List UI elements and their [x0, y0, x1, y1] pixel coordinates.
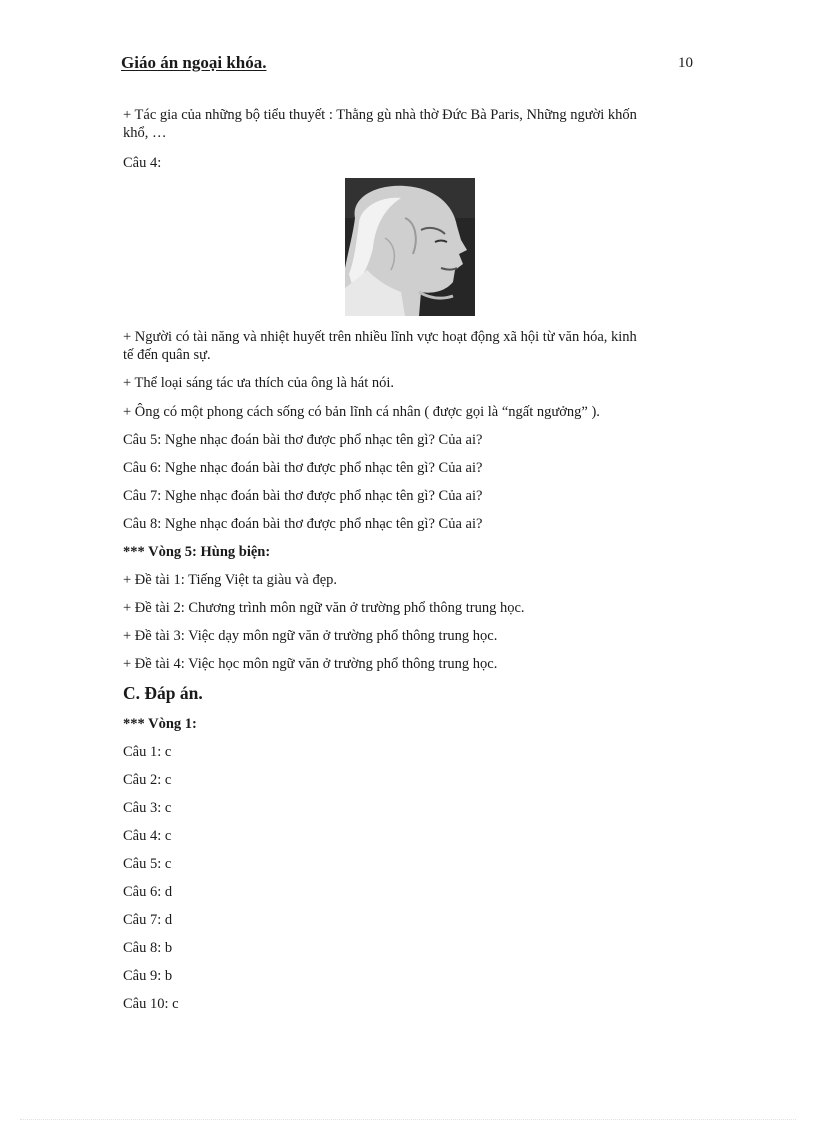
intro-line-1: + Tác gia của những bộ tiểu thuyết : Thằng gù nhà thờ Đức Bà Paris, Những người khốn [123, 107, 637, 123]
answer-10: Câu 10: c [123, 996, 179, 1012]
round-5-topic-1: + Đề tài 1: Tiếng Việt ta giàu và đẹp. [123, 572, 338, 588]
answer-1: Câu 1: c [123, 744, 172, 760]
clue-1-line-1: + Người có tài năng và nhiệt huyết trên nhiều lĩnh vực hoạt động xã hội từ văn hóa, kinh [123, 329, 637, 345]
answer-7: Câu 7: d [123, 912, 173, 928]
question-6: Câu 6: Nghe nhạc đoán bài thơ được phổ nhạc tên gì? Của ai? [123, 460, 483, 476]
clue-1-line-2: tế đến quân sự. [123, 347, 211, 363]
document-title: Giáo án ngoại khóa. [121, 53, 267, 72]
answers-heading: C. Đáp án. [123, 683, 203, 703]
intro-paragraph [123, 106, 691, 142]
portrait-photo [345, 178, 475, 316]
answer-6: Câu 6: d [123, 884, 173, 900]
clue-3: + Ông có một phong cách sống có bản lĩnh cá nhân ( được gọi là “ngất ngưởng” ). [123, 404, 600, 420]
answer-8: Câu 8: b [123, 940, 173, 956]
page-number: 10 [678, 55, 693, 71]
answers-round-1-heading: *** Vòng 1: [123, 716, 197, 732]
round-5-topic-4: + Đề tài 4: Việc học môn ngữ văn ở trường phổ thông trung học. [123, 656, 498, 672]
round-5-heading: *** Vòng 5: Hùng biện: [123, 544, 271, 560]
answer-3: Câu 3: c [123, 800, 172, 816]
question-7: Câu 7: Nghe nhạc đoán bài thơ được phổ nhạc tên gì? Của ai? [123, 488, 483, 504]
answer-2: Câu 2: c [123, 772, 172, 788]
intro-line-2: khổ, … [123, 125, 167, 141]
round-5-topic-3: + Đề tài 3: Việc dạy môn ngữ văn ở trường phổ thông trung học. [123, 628, 498, 644]
round-5-topic-2: + Đề tài 2: Chương trình môn ngữ văn ở trường phổ thông trung học. [123, 600, 525, 616]
clue-1 [123, 328, 691, 364]
question-8: Câu 8: Nghe nhạc đoán bài thơ được phổ nhạc tên gì? Của ai? [123, 516, 483, 532]
question-5: Câu 5: Nghe nhạc đoán bài thơ được phổ nhạc tên gì? Của ai? [123, 432, 483, 448]
page-header [121, 53, 693, 77]
question-4-label: Câu 4: [123, 155, 162, 171]
answer-4: Câu 4: c [123, 828, 172, 844]
portrait-image [345, 178, 475, 316]
page-bottom-border [20, 1119, 796, 1120]
answer-9: Câu 9: b [123, 968, 173, 984]
clue-2: + Thể loại sáng tác ưa thích của ông là hát nói. [123, 375, 395, 391]
answer-5: Câu 5: c [123, 856, 172, 872]
